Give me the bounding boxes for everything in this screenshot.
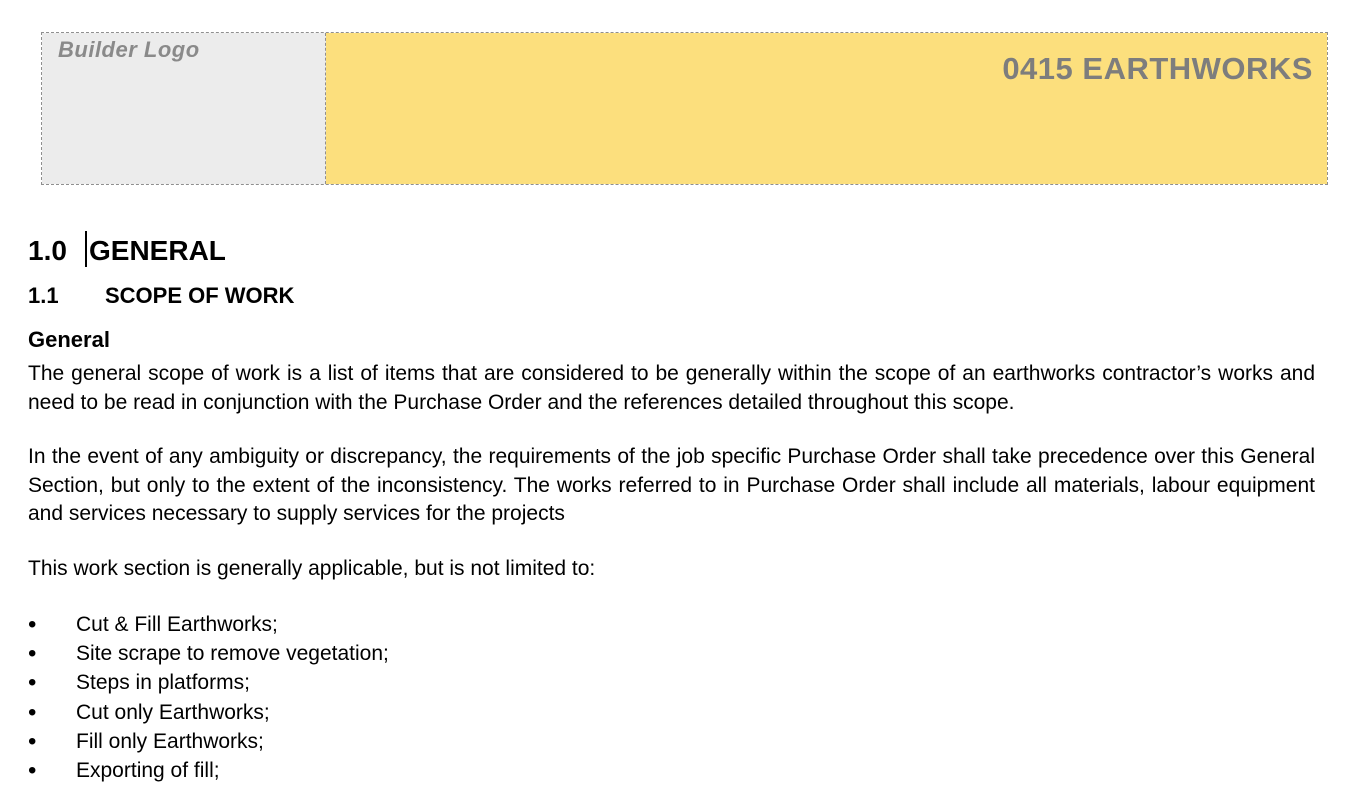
- document-body[interactable]: [28, 185, 1315, 785]
- heading-number: 1.1: [28, 283, 59, 308]
- header-table: [41, 32, 1328, 185]
- list-item: [28, 698, 1315, 727]
- list-item: [28, 668, 1315, 697]
- paragraph-general-scope: The general scope of work is a list of items that are considered to be generally within the scope of an earthworks contractor’s works and need to be read in conjunction with the Purchase Order and the references detailed throughout this scope.: [28, 362, 1315, 414]
- list-item: [28, 639, 1315, 668]
- list-item-text: Exporting of fill;: [76, 759, 220, 783]
- document-title: 0415 EARTHWORKS: [1002, 51, 1313, 86]
- bullet-icon: •: [28, 698, 37, 726]
- builder-logo-text: Builder Logo: [58, 37, 200, 62]
- heading-text: GENERAL: [89, 235, 226, 266]
- bullet-icon: •: [28, 611, 37, 638]
- paragraph-ambiguity: In the event of any ambiguity or discrepancy, the requirements of the job specific Purchase Order shall take precedence over this General Section, but only to the extent of the inconsistency. The works referred to in Purchase Order shall include all materials, labour equipment and services necessary to supply services for the projects: [28, 445, 1315, 525]
- heading-text: SCOPE OF WORK: [105, 283, 295, 308]
- list-item: [28, 727, 1315, 756]
- heading-1-1-scope-of-work: [28, 283, 1315, 308]
- bullet-icon: •: [28, 757, 37, 785]
- list-item-text: Fill only Earthworks;: [76, 729, 264, 753]
- list-item-text: Site scrape to remove vegetation;: [76, 642, 389, 666]
- document-title-cell: [326, 33, 1327, 184]
- heading-number: 1.0: [28, 235, 67, 266]
- bullet-icon: •: [28, 669, 37, 697]
- subheading-general: General: [28, 327, 110, 352]
- bullet-icon: •: [28, 727, 37, 755]
- builder-logo-cell: [42, 33, 326, 184]
- list-item: [28, 756, 1315, 785]
- heading-1-0-general: [28, 231, 1315, 268]
- list-item-text: Cut & Fill Earthworks;: [76, 613, 278, 636]
- list-item-text: Steps in platforms;: [76, 671, 250, 695]
- list-item-text: Cut only Earthworks;: [76, 700, 270, 724]
- list-item: [28, 610, 1315, 639]
- paragraph-work-section-intro: This work section is generally applicable, but is not limited to:: [28, 556, 596, 580]
- bullet-icon: •: [28, 640, 37, 668]
- text-cursor-caret: [85, 231, 87, 267]
- scope-bullet-list: [28, 610, 1315, 785]
